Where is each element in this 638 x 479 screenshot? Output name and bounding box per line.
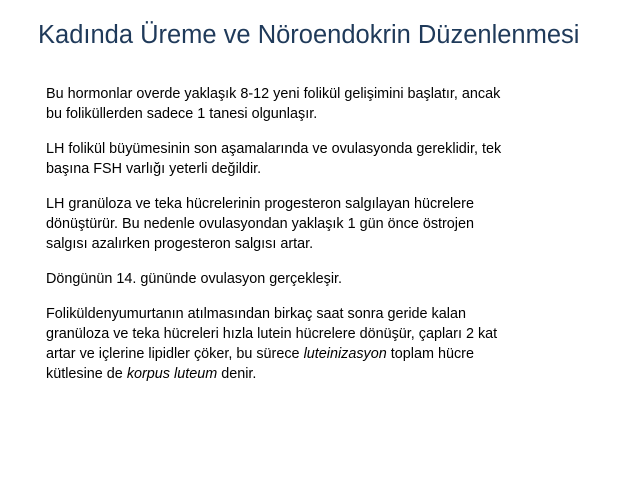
paragraph-luteinization <box>46 304 626 384</box>
text-run: kütlesine de <box>46 366 123 382</box>
text-line <box>46 344 626 364</box>
term-korpus-luteum: korpus luteum <box>126 366 218 382</box>
text-line: Bu hormonlar overde yaklaşık 8-12 yeni folikül gelişimini başlatır, ancak <box>46 86 501 102</box>
text-run: artar ve içlerine lipidler çöker, bu sürece <box>46 346 300 362</box>
text-line: başına FSH varlığı yeterli değildir. <box>46 161 262 177</box>
slide-body <box>46 84 626 399</box>
text-run: denir. <box>217 366 257 382</box>
text-line: LH folikül büyümesinin son aşamalarında ve ovulasyonda gereklidir, tek <box>46 141 502 157</box>
text-line <box>46 364 626 384</box>
text-line: Döngünün 14. gününde ovulasyon gerçekleşir. <box>46 271 343 287</box>
paragraph-progesterone <box>46 194 626 254</box>
slide-title: Kadında Üreme ve Nöroendokrin Düzenlenmesi <box>38 21 580 49</box>
text-line: granüloza ve teka hücreleri hızla lutein hücrelere dönüşür, çapları 2 kat <box>46 326 498 342</box>
text-line: LH granüloza ve teka hücrelerinin progesteron salgılayan hücrelere <box>46 196 474 212</box>
paragraph-ovulation-day <box>46 269 626 289</box>
text-line: Foliküldenyumurtanın atılmasından birkaç saat sonra geride kalan <box>46 306 466 322</box>
text-line: bu foliküllerden sadece 1 tanesi olgunlaşır. <box>46 106 318 122</box>
paragraph-follicle-development <box>46 84 626 124</box>
text-run: toplam hücre <box>386 346 474 362</box>
text-line: salgısı azalırken progesteron salgısı artar. <box>46 236 314 252</box>
paragraph-lh-role <box>46 139 626 179</box>
text-line: dönüştürür. Bu nedenle ovulasyondan yaklaşık 1 gün önce östrojen <box>46 216 475 232</box>
term-luteinizasyon: luteinizasyon <box>303 346 387 362</box>
